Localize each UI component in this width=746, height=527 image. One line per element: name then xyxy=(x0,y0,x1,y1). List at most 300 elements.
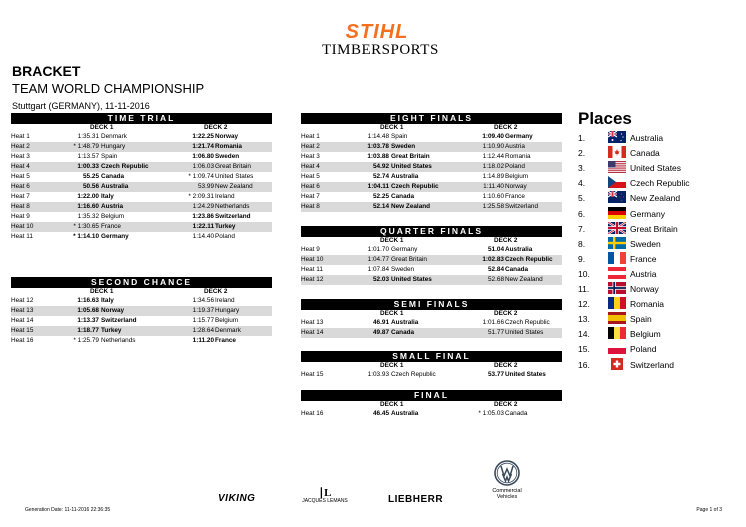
heat-cell: Heat 5 xyxy=(301,173,320,180)
deck1-team: Austria xyxy=(101,203,124,210)
semi-finals-table xyxy=(301,299,562,338)
heat-cell: Heat 1 xyxy=(11,133,30,140)
vw-line1: Commercial xyxy=(492,488,522,494)
table-row xyxy=(301,275,562,285)
deck1-team: Sweden xyxy=(391,143,416,150)
heat-cell: Heat 7 xyxy=(301,193,320,200)
deck1-time: 1:35.32 xyxy=(77,213,99,220)
deck1-time: 1:22.00 xyxy=(77,193,99,200)
section-header: FINAL xyxy=(301,390,562,401)
flag-ca-icon xyxy=(608,146,626,158)
place-rank: 6. xyxy=(578,208,586,219)
deck2-label: DECK 2 xyxy=(204,288,228,295)
deck1-time: 50.56 xyxy=(83,183,99,190)
deck1-label: DECK 1 xyxy=(90,288,114,295)
deck2-team: Netherlands xyxy=(215,203,250,210)
deck1-time: 1:16.60 xyxy=(77,203,99,210)
deck1-time: 46.45 xyxy=(373,410,389,417)
place-item xyxy=(578,282,738,297)
table-row xyxy=(301,152,562,162)
table-row xyxy=(301,318,562,328)
deck2-team: Ireland xyxy=(215,193,235,200)
deck2-team: Norway xyxy=(215,133,239,140)
deck1-team: Canada xyxy=(101,173,125,180)
deck2-team: Canada xyxy=(505,410,528,417)
deck-header-row xyxy=(301,362,562,370)
section-header: TIME TRIAL xyxy=(11,113,272,124)
heat-cell: Heat 2 xyxy=(11,143,30,150)
flag-gb-icon xyxy=(608,222,626,234)
place-country: United States xyxy=(630,163,682,174)
table-row xyxy=(11,326,272,336)
place-country: Romania xyxy=(630,299,665,310)
viking-logo-text: VIKING xyxy=(218,493,256,504)
deck2-team: Norway xyxy=(505,183,527,190)
deck2-team: Czech Republic xyxy=(505,256,553,263)
table-row xyxy=(11,232,272,242)
deck1-time: 1:04.77 xyxy=(367,256,389,263)
place-country: Czech Republic xyxy=(630,178,690,189)
place-country: Norway xyxy=(630,284,659,294)
deck2-team: France xyxy=(505,193,525,200)
deck2-time: 1:11.40 xyxy=(483,183,504,190)
deck1-time: 55.25 xyxy=(83,173,99,180)
eight-finals-table xyxy=(301,113,562,212)
deck1-time: 1:04.11 xyxy=(367,183,389,190)
deck1-team: Great Britain xyxy=(391,256,427,263)
deck-header-row xyxy=(11,124,272,132)
heat-cell: Heat 3 xyxy=(301,153,320,160)
place-country: Switzerland xyxy=(630,359,674,370)
place-item xyxy=(578,131,738,146)
heat-cell: Heat 7 xyxy=(11,193,30,200)
place-rank: 16. xyxy=(578,359,590,370)
table-row xyxy=(11,132,272,142)
deck1-time: 1:07.84 xyxy=(367,266,389,273)
heat-cell: Heat 3 xyxy=(11,153,30,160)
deck1-team: Turkey xyxy=(101,327,122,334)
heat-cell: Heat 11 xyxy=(301,266,323,273)
deck1-team: United States xyxy=(391,163,432,170)
time-trial-table xyxy=(11,113,272,242)
deck2-team: Hungary xyxy=(215,307,240,314)
deck2-label: DECK 2 xyxy=(204,124,228,131)
deck-header-row xyxy=(301,124,562,132)
deck1-label: DECK 1 xyxy=(380,362,404,369)
deck2-time: 1:02.83 xyxy=(482,256,504,263)
heat-cell: Heat 12 xyxy=(11,297,34,304)
section-header: SEMI FINALS xyxy=(301,299,562,310)
deck1-team: Denmark xyxy=(101,133,127,140)
table-row xyxy=(11,306,272,316)
deck2-time: 1:34.56 xyxy=(192,297,214,304)
deck2-team: Australia xyxy=(505,246,533,253)
deck2-team: Romania xyxy=(505,153,531,160)
heat-cell: Heat 2 xyxy=(301,143,320,150)
vw-icon xyxy=(494,460,520,486)
place-item xyxy=(578,267,738,282)
place-item xyxy=(578,191,738,206)
deck1-team: United States xyxy=(391,276,432,283)
deck2-time: 1:01.66 xyxy=(482,319,504,326)
table-row xyxy=(301,142,562,152)
deck2-team: Belgium xyxy=(505,173,529,180)
deck1-time: 52.03 xyxy=(373,276,389,283)
deck1-time: 49.87 xyxy=(373,329,389,336)
table-row xyxy=(11,212,272,222)
table-row xyxy=(301,202,562,212)
deck1-team: Sweden xyxy=(391,266,415,273)
deck2-team: Austria xyxy=(505,143,525,150)
deck1-label: DECK 1 xyxy=(380,401,404,408)
heat-cell: Heat 16 xyxy=(301,410,324,417)
deck1-time: 1:13.57 xyxy=(77,153,99,160)
deck2-time: 1:11.20 xyxy=(192,337,214,344)
deck2-time: * 2:09.31 xyxy=(188,193,214,200)
deck2-team: United States xyxy=(505,329,544,336)
deck1-team: Australia xyxy=(391,319,419,326)
place-country: Sweden xyxy=(630,238,661,249)
deck-header-row xyxy=(301,237,562,245)
deck1-team: Australia xyxy=(391,410,419,417)
deck2-team: Canada xyxy=(505,266,529,273)
heat-cell: Heat 4 xyxy=(301,163,320,170)
deck2-time: 1:14.89 xyxy=(482,173,504,180)
deck2-team: France xyxy=(215,337,236,344)
deck2-time: 1:18.02 xyxy=(482,163,504,170)
deck1-time: * 1:30.65 xyxy=(73,223,99,230)
place-country: Poland xyxy=(630,344,657,355)
deck1-time: 1:00.33 xyxy=(77,163,99,170)
deck2-time: 53.77 xyxy=(488,371,504,378)
table-row xyxy=(301,265,562,275)
small-final-table xyxy=(301,351,562,380)
quarter-finals-table xyxy=(301,226,562,285)
deck1-time: 52.14 xyxy=(373,203,389,210)
section-header: SECOND CHANCE xyxy=(11,277,272,288)
flag-se-icon xyxy=(608,237,626,249)
second-chance-table xyxy=(11,277,272,346)
deck2-team: Turkey xyxy=(215,223,236,230)
deck2-team: Denmark xyxy=(215,327,241,334)
deck2-team: Romania xyxy=(215,143,242,150)
deck2-time: 1:10.60 xyxy=(482,193,504,200)
heat-cell: Heat 8 xyxy=(301,203,320,210)
deck2-time: 1:21.74 xyxy=(192,143,214,150)
vw-commercial-vehicles-logo xyxy=(480,460,534,500)
flag-nz-icon xyxy=(608,191,626,203)
heat-cell: Heat 13 xyxy=(301,319,324,326)
logo-brand: STIHL xyxy=(345,21,409,43)
place-rank: 5. xyxy=(578,193,586,204)
flag-fr-icon xyxy=(608,252,626,264)
deck1-time: 1:35.31 xyxy=(77,133,99,140)
table-row xyxy=(11,316,272,326)
deck1-label: DECK 1 xyxy=(90,124,114,131)
deck2-time: 52.68 xyxy=(488,276,504,283)
table-row xyxy=(301,132,562,142)
place-rank: 11. xyxy=(578,284,590,294)
place-rank: 2. xyxy=(578,148,586,159)
place-country: Great Britain xyxy=(630,223,678,234)
deck1-team: Switzerland xyxy=(101,317,137,324)
table-row xyxy=(11,162,272,172)
deck1-team: Germany xyxy=(101,233,129,240)
place-country: France xyxy=(630,253,657,264)
deck2-team: Czech Republic xyxy=(505,319,550,326)
deck1-time: * 1:25.79 xyxy=(73,337,99,344)
table-row xyxy=(301,409,562,419)
deck1-team: Australia xyxy=(391,173,419,180)
deck1-label: DECK 1 xyxy=(380,310,404,317)
deck2-team: Belgium xyxy=(215,317,239,324)
deck2-time: * 1:05.03 xyxy=(478,410,504,417)
flag-cz-icon xyxy=(608,176,626,188)
section-header: QUARTER FINALS xyxy=(301,226,562,237)
deck1-label: DECK 1 xyxy=(380,237,404,244)
heat-cell: Heat 10 xyxy=(301,256,324,263)
place-rank: 13. xyxy=(578,314,590,325)
flag-de-icon xyxy=(608,207,626,219)
deck2-time: 1:14.40 xyxy=(192,233,214,240)
deck1-label: DECK 1 xyxy=(380,124,404,131)
heat-cell: Heat 15 xyxy=(301,371,324,378)
table-row xyxy=(301,328,562,338)
deck1-time: * 1:14.10 xyxy=(73,233,99,240)
deck1-team: Italy xyxy=(101,193,114,200)
table-row xyxy=(11,152,272,162)
deck1-team: Canada xyxy=(391,193,415,200)
place-country: Australia xyxy=(630,133,664,143)
heat-cell: Heat 4 xyxy=(11,163,30,170)
deck1-team: Netherlands xyxy=(101,337,136,344)
deck1-team: Spain xyxy=(391,133,408,140)
deck1-time: 52.25 xyxy=(373,193,389,200)
place-rank: 7. xyxy=(578,223,586,234)
place-item xyxy=(578,252,738,267)
flag-au-icon xyxy=(608,131,626,143)
place-item xyxy=(578,161,738,176)
place-rank: 8. xyxy=(578,238,586,249)
table-row xyxy=(301,192,562,202)
deck1-team: New Zealand xyxy=(391,203,431,210)
heat-cell: Heat 1 xyxy=(301,133,320,140)
table-row xyxy=(11,182,272,192)
deck1-team: Czech Republic xyxy=(391,183,439,190)
deck1-team: Spain xyxy=(101,153,118,160)
jacques-lemans-logo: ∣L JACQUES LEMANS xyxy=(297,488,353,504)
deck1-time: 54.92 xyxy=(373,163,389,170)
section-header: SMALL FINAL xyxy=(301,351,562,362)
places-title: Places xyxy=(578,109,632,128)
jacques-lemans-text: JACQUES LEMANS xyxy=(302,498,348,504)
place-item xyxy=(578,146,738,161)
flag-pl-icon xyxy=(608,342,626,354)
deck1-team: Norway xyxy=(101,307,125,314)
place-item xyxy=(578,237,738,252)
deck-header-row xyxy=(11,288,272,296)
deck1-team: Belgium xyxy=(101,213,125,220)
table-row xyxy=(11,142,272,152)
place-country: Spain xyxy=(630,314,652,325)
deck1-team: Czech Republic xyxy=(101,163,149,170)
deck1-time: 1:16.63 xyxy=(77,297,99,304)
table-row xyxy=(301,172,562,182)
deck2-time: 51.77 xyxy=(488,329,504,336)
flag-at-icon xyxy=(608,267,626,279)
heat-cell: Heat 15 xyxy=(11,327,34,334)
deck2-team: Germany xyxy=(505,133,533,140)
deck2-label: DECK 2 xyxy=(494,310,518,317)
deck1-time: 46.91 xyxy=(373,319,389,326)
heat-cell: Heat 16 xyxy=(11,337,34,344)
page-title: BRACKET xyxy=(12,63,81,79)
deck2-team: Great Britain xyxy=(215,163,251,170)
place-country: Belgium xyxy=(630,329,661,340)
place-rank: 9. xyxy=(578,253,586,264)
vw-line2: Vehicles xyxy=(496,494,518,500)
deck2-team: United States xyxy=(505,371,546,378)
flag-ch-icon xyxy=(608,358,626,370)
table-row xyxy=(11,336,272,346)
heat-cell: Heat 14 xyxy=(301,329,324,336)
deck1-team: Great Britain xyxy=(391,153,430,160)
deck1-time: 1:01.70 xyxy=(367,246,389,253)
place-item xyxy=(578,327,738,342)
deck2-time: 51.04 xyxy=(488,246,504,253)
viking-logo xyxy=(218,493,255,504)
deck2-team: New Zealand xyxy=(215,183,253,190)
table-row xyxy=(11,222,272,232)
place-country: New Zealand xyxy=(630,193,681,204)
deck2-team: United States xyxy=(215,173,254,180)
deck1-time: 1:13.37 xyxy=(77,317,99,324)
deck1-time: 1:14.48 xyxy=(367,133,389,140)
place-item xyxy=(578,207,738,222)
heat-cell: Heat 11 xyxy=(11,233,33,240)
deck2-time: 1:24.29 xyxy=(192,203,214,210)
place-rank: 3. xyxy=(578,163,586,174)
place-rank: 4. xyxy=(578,178,586,189)
deck1-team: France xyxy=(101,223,121,230)
deck2-time: 1:12.44 xyxy=(482,153,504,160)
place-rank: 15. xyxy=(578,344,590,355)
stihl-timbersports-logo xyxy=(322,21,439,58)
place-country: Germany xyxy=(630,208,665,219)
flag-ro-icon xyxy=(608,297,626,309)
deck1-team: Canada xyxy=(391,329,415,336)
table-row xyxy=(301,162,562,172)
table-row xyxy=(301,255,562,265)
deck2-time: 1:22.11 xyxy=(192,223,214,230)
deck-header-row xyxy=(301,401,562,409)
deck2-time: 1:22.25 xyxy=(192,133,214,140)
heat-cell: Heat 13 xyxy=(11,307,34,314)
table-row xyxy=(11,172,272,182)
heat-cell: Heat 12 xyxy=(301,276,324,283)
deck2-team: Poland xyxy=(505,163,525,170)
deck1-team: Germany xyxy=(391,246,418,253)
deck2-time: 52.84 xyxy=(488,266,504,273)
heat-cell: Heat 9 xyxy=(11,213,30,220)
deck1-time: 1:03.78 xyxy=(367,143,389,150)
deck1-time: 1:18.77 xyxy=(77,327,99,334)
place-item xyxy=(578,342,738,357)
logo-series: TIMBERSPORTS xyxy=(322,42,439,58)
flag-us-icon xyxy=(608,161,626,173)
heat-cell: Heat 14 xyxy=(11,317,34,324)
table-row xyxy=(301,370,562,380)
liebherr-logo-text: LIEBHERR xyxy=(388,494,444,505)
event-title: TEAM WORLD CHAMPIONSHIP xyxy=(12,81,205,96)
heat-cell: Heat 6 xyxy=(11,183,30,190)
deck2-time: * 1:09.74 xyxy=(188,173,214,180)
place-item xyxy=(578,222,738,237)
deck2-team: Switzerland xyxy=(215,213,251,220)
deck2-label: DECK 2 xyxy=(494,237,518,244)
place-rank: 1. xyxy=(578,133,586,143)
heat-cell: Heat 9 xyxy=(301,246,320,253)
table-row xyxy=(11,192,272,202)
table-row xyxy=(11,202,272,212)
deck2-team: Switzerland xyxy=(505,203,539,210)
heat-cell: Heat 6 xyxy=(301,183,320,190)
deck2-time: 1:06.80 xyxy=(192,153,214,160)
deck2-time: 53.99 xyxy=(198,183,214,190)
deck2-time: 1:19.37 xyxy=(192,307,214,314)
deck1-team: Hungary xyxy=(101,143,126,150)
deck2-time: 1:23.86 xyxy=(192,213,214,220)
heat-cell: Heat 10 xyxy=(11,223,34,230)
deck1-team: Czech Republic xyxy=(391,371,436,378)
deck1-time: * 1:48.79 xyxy=(73,143,99,150)
table-row xyxy=(11,296,272,306)
place-item xyxy=(578,358,738,373)
deck1-time: 52.74 xyxy=(373,173,389,180)
final-table xyxy=(301,390,562,419)
deck2-team: New Zealand xyxy=(505,276,543,283)
deck1-team: Italy xyxy=(101,297,114,304)
deck2-label: DECK 2 xyxy=(494,401,518,408)
deck2-label: DECK 2 xyxy=(494,124,518,131)
place-item xyxy=(578,176,738,191)
place-item xyxy=(578,297,738,312)
deck2-team: Ireland xyxy=(215,297,235,304)
flag-be-icon xyxy=(608,327,626,339)
deck1-time: 1:05.68 xyxy=(77,307,99,314)
deck2-team: Sweden xyxy=(215,153,240,160)
deck-header-row xyxy=(301,310,562,318)
place-rank: 10. xyxy=(578,268,590,279)
place-rank: 14. xyxy=(578,329,590,340)
deck2-team: Poland xyxy=(215,233,235,240)
generation-date: Generation Date: 11-11-2016 22:36:35 xyxy=(25,507,111,513)
table-row xyxy=(301,245,562,255)
place-item xyxy=(578,312,738,327)
section-header: EIGHT FINALS xyxy=(301,113,562,124)
place-rank: 12. xyxy=(578,299,590,310)
deck2-time: 1:15.77 xyxy=(192,317,214,324)
page-number: Page 1 of 3 xyxy=(696,507,722,513)
flag-es-icon xyxy=(608,312,626,324)
place-country: Canada xyxy=(630,148,660,159)
liebherr-logo xyxy=(388,494,443,505)
heat-cell: Heat 5 xyxy=(11,173,30,180)
flag-no-icon xyxy=(608,282,626,294)
place-country: Austria xyxy=(630,268,657,279)
heat-cell: Heat 8 xyxy=(11,203,30,210)
deck1-time: 1:03.93 xyxy=(367,371,389,378)
